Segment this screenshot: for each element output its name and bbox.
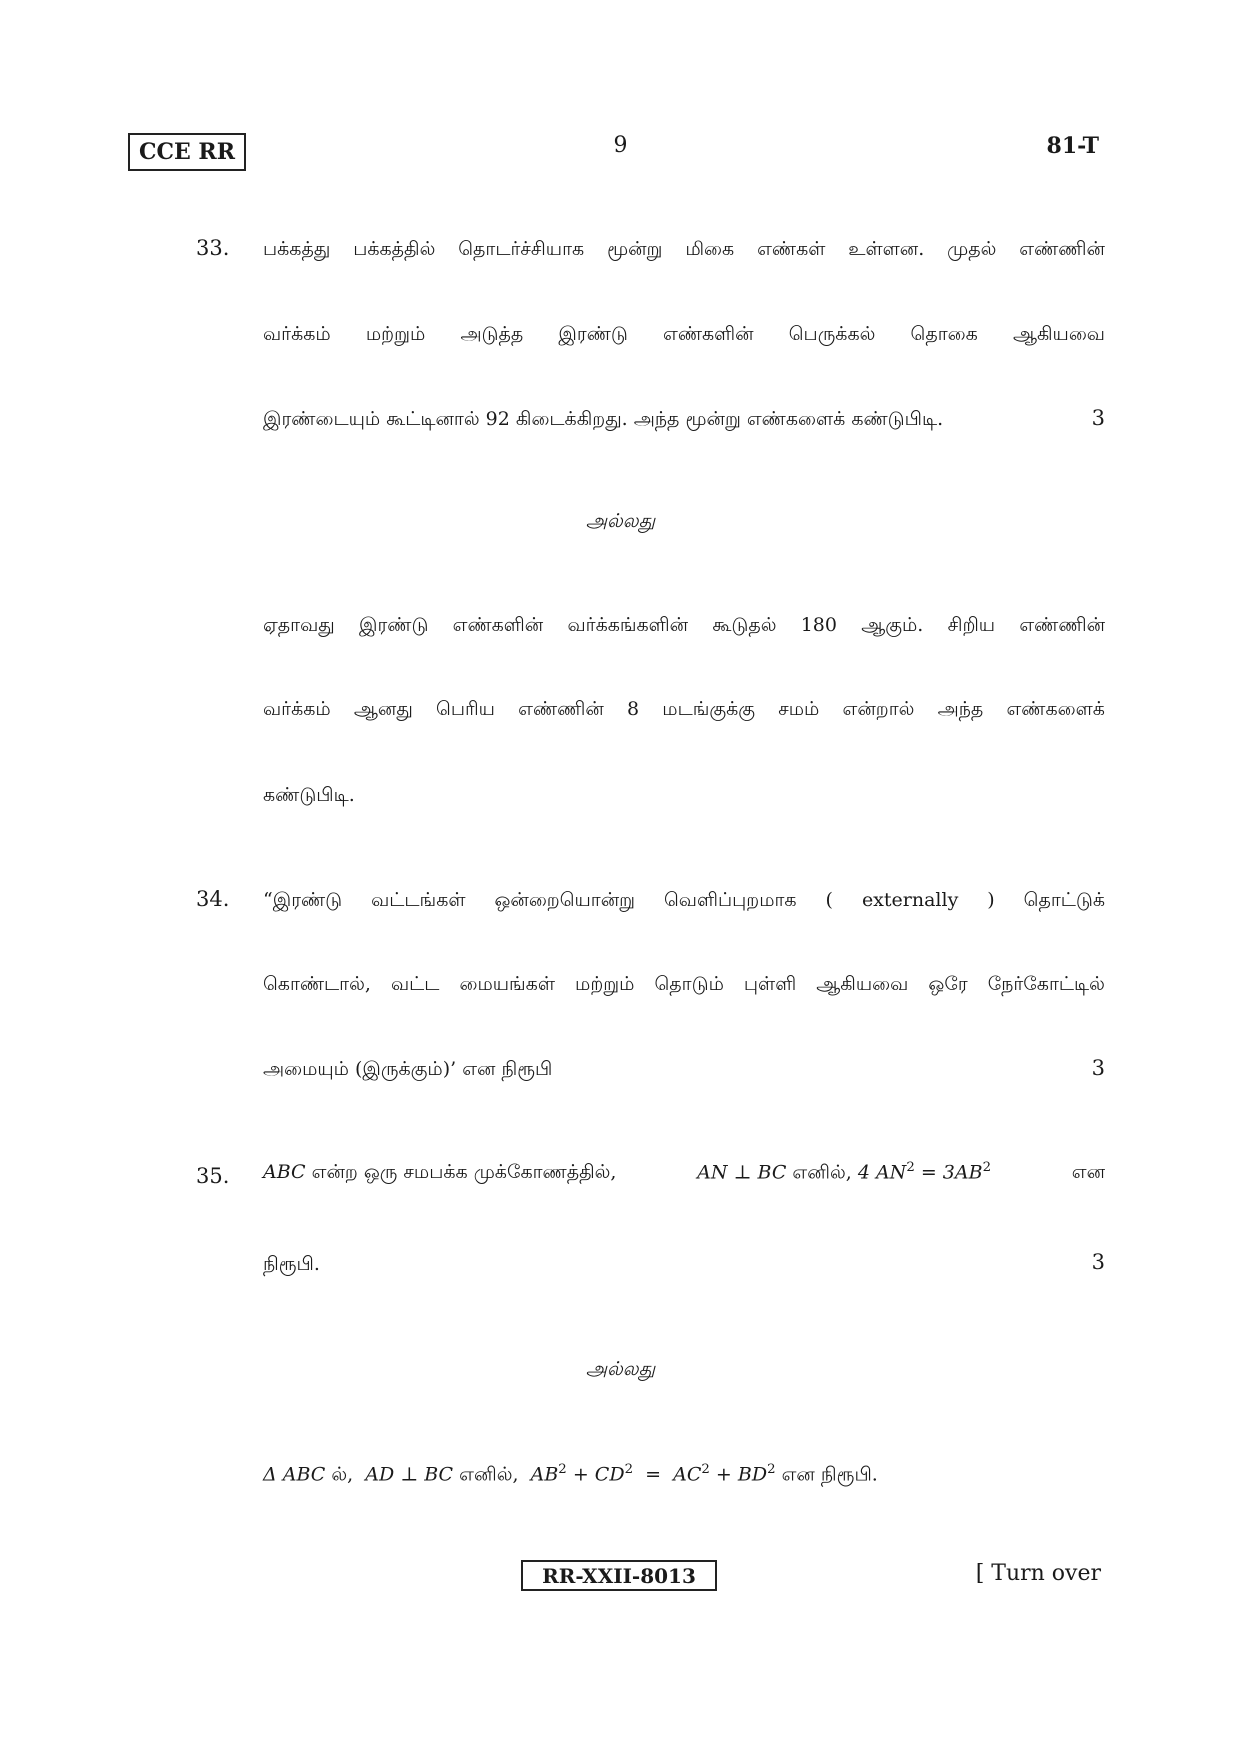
q34-line-3 [263,1058,1105,1083]
word: உள்ளன. [848,238,925,260]
word: 180 [800,614,837,636]
word: நேர்கோட்டில் [987,973,1105,995]
q35-abc: ABC [263,1161,306,1184]
q35-alt-perp: ⊥ [400,1463,419,1486]
word: ஆனது [353,698,413,720]
word: வட்ட [390,973,440,995]
question-35-number: 35. [196,1164,230,1188]
word: அடுத்த [460,323,524,345]
word: தொகை [910,323,978,345]
word: வர்க்கம் [263,698,331,720]
or-separator-2: அல்லது [585,1358,656,1380]
q35-marks: 3 [1091,1250,1105,1274]
word: சிறிய [947,614,996,636]
q35-alt-line: Δ ABC ல், AD ⊥ BC எனில், $AB^2 + CD^2 = AC^2 + BD^2$ என நிரூபி. [263,1462,878,1486]
q35-alt-ad: AD [365,1463,395,1486]
q35-text-b: எனில், [792,1161,852,1184]
q33-alt-line-3 [263,784,1105,809]
word: முதல் [947,238,997,260]
word: தொடும் [654,973,724,995]
word: பெரிய [436,698,495,720]
word: தொடர்ச்சியாக [458,238,585,260]
word: ஒன்றையொன்று [494,889,636,911]
q35-an: AN [697,1161,728,1184]
q35-alt-tri: Δ ABC [263,1463,326,1486]
exam-code-box: CCE RR [128,133,246,171]
q35-lhs-exp: 2 [906,1160,915,1175]
word: வர்க்கம் [263,323,331,345]
word: எண்கள் [757,238,826,260]
word: ஆகியவை [816,973,909,995]
word: ஆகும். [861,614,924,636]
q35-line-2-text: நிரூபி. [263,1253,320,1275]
word: ஒரே [928,973,968,995]
page-number: 9 [613,133,628,158]
word: வெளிப்புறமாக [664,889,797,911]
q35-alt-bc: BC [424,1463,454,1486]
word: மிகை [685,238,735,260]
word: ஏதாவது [263,614,335,636]
q33-marks: 3 [1091,406,1105,430]
word: பக்கத்து [263,238,331,260]
word: மற்றும் [365,323,426,345]
q35-text-c: என [1071,1161,1105,1184]
word: எண்களைக் [1006,698,1105,720]
word: வட்டங்கள் [371,889,466,911]
q33-line-2 [263,323,1105,348]
q33-alt-line-1 [263,614,1105,639]
word: கூடுதல் [712,614,777,636]
q35-text-a: என்ற ஒரு சமபக்க முக்கோணத்தில், [311,1161,617,1184]
word: மடங்குக்கு [662,698,756,720]
word: பக்கத்தில் [353,238,436,260]
q33-line-3-text: இரண்டையும் கூட்டினால் 92 கிடைக்கிறது. அந்த மூன்று எண்களைக் கண்டுபிடி. [263,408,944,430]
word: எண்ணின் [1019,238,1105,260]
q33-line-1 [263,238,1105,263]
word: பெருக்கல் [788,323,876,345]
q35-alt-text-b: எனில், [459,1463,519,1486]
word: சமம் [778,698,820,720]
q35-alt-bd: BD [737,1463,768,1486]
word: externally [861,889,959,911]
question-33-number: 33. [196,236,230,260]
or-separator-1: அல்லது [585,510,656,532]
q34-line-2 [263,973,1105,998]
q35-alt-text-c: என நிரூபி. [781,1463,878,1486]
footer-code-box: RR-XXII-8013 [521,1560,717,1591]
q33-line-3 [263,408,1105,433]
question-34-number: 34. [196,887,230,911]
word: ( [825,889,833,911]
word: ஆகியவை [1012,323,1105,345]
q35-line-2 [263,1253,1105,1278]
word: 8 [627,698,640,720]
q35-rhs-exp: 2 [982,1160,992,1175]
q35-eq: = [920,1161,937,1184]
q35-bc: BC [757,1161,787,1184]
q34-marks: 3 [1091,1056,1105,1080]
turn-over-note: [ Turn over [975,1561,1101,1586]
q35-alt-ac: AC [673,1463,702,1486]
q35-line-1 [263,1160,1105,1186]
word: இரண்டு [358,614,429,636]
q33-alt-line-3-text: கண்டுபிடி. [263,784,355,806]
word: எண்ணின் [1019,614,1105,636]
word: எண்களின் [452,614,544,636]
word: மற்றும் [575,973,635,995]
word: வர்க்கங்களின் [567,614,689,636]
word: எண்களின் [663,323,754,345]
q34-line-3-text: அமையும் (இருக்கும்)’ என நிரூபி [263,1058,553,1080]
q33-alt-line-2 [263,698,1105,723]
word: புள்ளி [743,973,797,995]
q35-lhs: 4 AN [857,1161,907,1184]
word: தொட்டுக் [1023,889,1105,911]
word: மையங்கள் [459,973,555,995]
word: அந்த [937,698,984,720]
q35-alt-cd: CD [594,1463,625,1486]
word: இரண்டு [558,323,628,345]
word: ) [987,889,995,911]
q34-line-1 [263,889,1105,914]
word: கொண்டால், [263,973,371,995]
word: “இரண்டு [263,889,343,911]
q35-alt-text-a: ல், [331,1463,354,1486]
q35-rhs: 3AB [942,1161,983,1184]
word: என்றால் [842,698,915,720]
q35-alt-ab: AB [530,1463,559,1486]
word: எண்ணின் [518,698,604,720]
q35-perp: ⊥ [733,1161,752,1184]
paper-code: 81-T [1046,133,1099,159]
word: மூன்று [607,238,663,260]
